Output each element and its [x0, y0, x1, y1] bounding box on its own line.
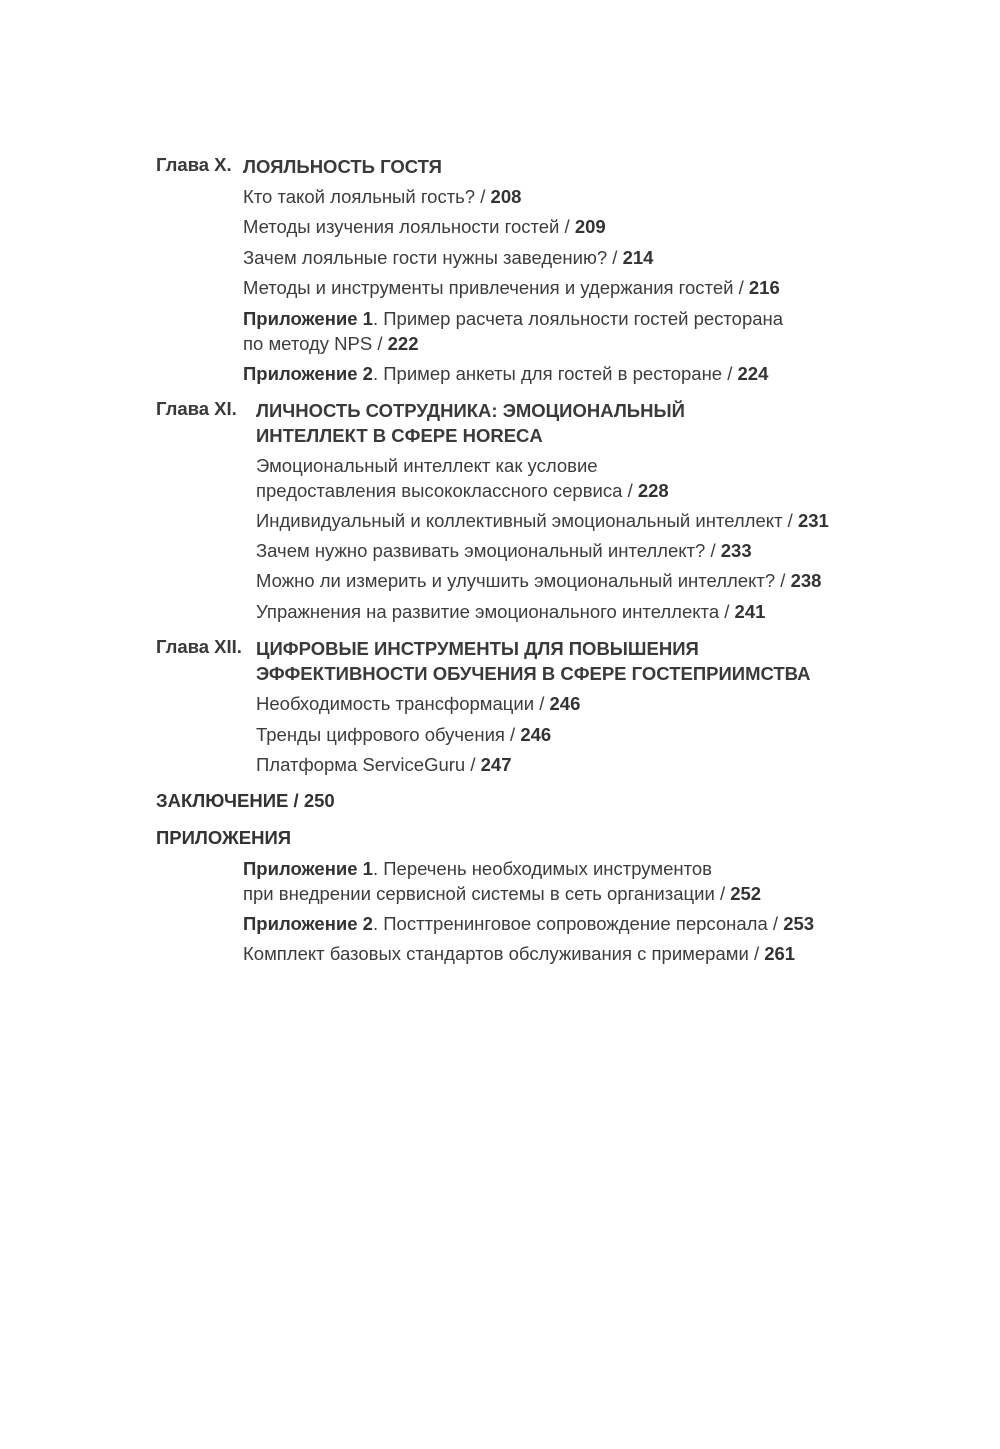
- chapter-number: Глава XII.: [156, 636, 242, 657]
- page-number: 209: [574, 216, 606, 237]
- toc-entry: Зачем лояльные гости нужны заведению? / 214: [243, 247, 654, 268]
- page-number: 253: [783, 913, 815, 934]
- toc-entry: Индивидуальный и коллективный эмоциональный интеллект / 231: [256, 510, 829, 531]
- toc-entry: Методы изучения лояльности гостей / 209: [243, 216, 606, 237]
- page-number: 233: [720, 540, 752, 561]
- page-number: 241: [734, 601, 766, 622]
- toc-entry: Платформа ServiceGuru / 247: [256, 754, 512, 775]
- page-number: 238: [790, 570, 822, 591]
- toc-entry: Приложение 1. Перечень необходимых инструментов при внедрении сервисной системы в сеть организации / 252: [243, 858, 762, 904]
- chapter-number: Глава XI.: [156, 398, 237, 419]
- chapter-title: ЛИЧНОСТЬ СОТРУДНИКА: ЭМОЦИОНАЛЬНЫЙ ИНТЕЛЛЕКТ В СФЕРЕ HORECA: [256, 400, 685, 446]
- appendix-label: Приложение 2: [243, 363, 373, 384]
- page-number: 261: [764, 943, 796, 964]
- toc-entry: Упражнения на развитие эмоционального интеллекта / 241: [256, 601, 766, 622]
- toc-entry: Комплект базовых стандартов обслуживания с примерами / 261: [243, 943, 796, 964]
- toc-entry: Необходимость трансформации / 246: [256, 693, 581, 714]
- appendices-heading: ПРИЛОЖЕНИЯ: [156, 827, 292, 848]
- page-number: 250: [303, 790, 335, 811]
- page-number: 222: [387, 333, 419, 354]
- toc-entry: Приложение 1. Пример расчета лояльности гостей ресторана по методу NPS / 222: [243, 308, 784, 354]
- chapter-title: ЦИФРОВЫЕ ИНСТРУМЕНТЫ ДЛЯ ПОВЫШЕНИЯ ЭФФЕКТИВНОСТИ ОБУЧЕНИЯ В СФЕРЕ ГОСТЕПРИИМСТВА: [256, 638, 811, 684]
- appendix-label: Приложение 2: [243, 913, 373, 934]
- appendix-label: Приложение 1: [243, 308, 373, 329]
- page-number: 247: [480, 754, 512, 775]
- conclusion-entry: ЗАКЛЮЧЕНИЕ / 250: [156, 790, 335, 811]
- page-number: 252: [730, 883, 762, 904]
- page-number: 224: [737, 363, 769, 384]
- page-number: 246: [520, 724, 552, 745]
- chapter-number: Глава X.: [156, 154, 232, 175]
- page-number: 246: [549, 693, 581, 714]
- chapter-title: ЛОЯЛЬНОСТЬ ГОСТЯ: [243, 156, 442, 177]
- page-number: 208: [490, 186, 522, 207]
- toc-entry: Кто такой лояльный гость? / 208: [243, 186, 522, 207]
- toc-entry: Приложение 2. Пример анкеты для гостей в ресторане / 224: [243, 363, 769, 384]
- appendix-label: Приложение 1: [243, 858, 373, 879]
- toc-entry: Зачем нужно развивать эмоциональный интеллект? / 233: [256, 540, 752, 561]
- toc-entry: Тренды цифрового обучения / 246: [256, 724, 552, 745]
- toc-entry: Методы и инструменты привлечения и удержания гостей / 216: [243, 277, 780, 298]
- page-number: 231: [797, 510, 829, 531]
- page-number: 216: [748, 277, 780, 298]
- page-number: 214: [622, 247, 654, 268]
- page-number: 228: [637, 480, 669, 501]
- toc-entry: Эмоциональный интеллект как условие предоставления высококлассного сервиса / 228: [256, 455, 669, 501]
- toc-entry: Приложение 2. Посттренинговое сопровождение персонала / 253: [243, 913, 815, 934]
- toc-entry: Можно ли измерить и улучшить эмоциональный интеллект? / 238: [256, 570, 822, 591]
